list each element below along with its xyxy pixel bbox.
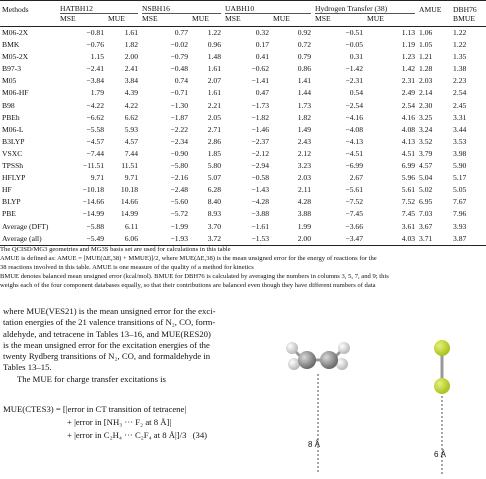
- table-cell: 5.05: [453, 185, 467, 195]
- body-paragraph: [3, 306, 273, 385]
- table-cell: 3.84: [124, 76, 139, 86]
- method-name: B98: [2, 100, 15, 110]
- table-cell: −11.51: [82, 161, 104, 171]
- table-cell: −0.02: [170, 40, 189, 50]
- table-row: [0, 208, 486, 220]
- fluorine-molecule: [434, 340, 450, 394]
- table-row: [0, 100, 486, 112]
- sub-header: MUE: [190, 15, 223, 26]
- table-cell: 1.48: [207, 52, 222, 62]
- table-cell: 7.44: [124, 148, 139, 158]
- table-cell: 1.05: [419, 40, 433, 50]
- table-cell: 1.15: [90, 52, 104, 62]
- table-cell: 1.19: [401, 40, 416, 50]
- table-cell: −1.43: [251, 185, 270, 195]
- table-note: The QCISD/MG3 geometries and MG3S basis set are used for calculations in this table: [0, 246, 231, 253]
- table-cell: 7.03: [419, 209, 433, 219]
- table-cell: 2.03: [419, 76, 433, 86]
- table-cell: 0.77: [174, 28, 189, 37]
- table-cell: −2.48: [170, 185, 189, 195]
- method-name: B3LYP: [2, 136, 25, 146]
- table-note: BMUE denotes balanced mean unsigned error (kcal/mol). BMUE for DBH76 is calculated by averaging the numbers in columns 3, 5, 7, and 9; this: [0, 272, 389, 280]
- table-cell: 1.44: [297, 88, 312, 98]
- table-cell: 5.96: [401, 173, 416, 183]
- sub-header: MUE: [365, 15, 417, 26]
- table-cell: −3.84: [86, 76, 104, 86]
- table-cell: −14.99: [82, 209, 104, 219]
- table-cell: 9.71: [124, 173, 139, 183]
- equation-34: [3, 403, 283, 442]
- sub-header: MSE: [58, 15, 106, 26]
- method-name: B97-3: [2, 64, 21, 74]
- table-cell: 1.28: [419, 64, 433, 74]
- table-cell: −1.53: [223, 233, 271, 246]
- method-name: HF: [2, 185, 12, 195]
- carbon-atom: [298, 351, 316, 369]
- table-cell: 0.79: [297, 52, 312, 62]
- table-cell: 2.49: [401, 88, 416, 98]
- table-cell: −1.46: [251, 124, 270, 134]
- table-cell: 1.85: [207, 148, 222, 158]
- table-cell: 1.22: [453, 28, 467, 37]
- table-cell: −5.72: [170, 209, 189, 219]
- table-cell: 1.61: [207, 88, 222, 98]
- table-cell: 2.12: [297, 148, 312, 158]
- header-uabh10: UABH10: [223, 1, 313, 15]
- table-cell: 2.23: [453, 76, 467, 86]
- table-cell: 5.80: [207, 161, 222, 171]
- ethylene-molecule: [286, 342, 350, 370]
- table-cell: 3.88: [297, 209, 312, 219]
- table-cell: 2.45: [453, 100, 467, 110]
- molecule-figure: [280, 300, 474, 474]
- table-cell: −1.87: [170, 112, 189, 122]
- table-cell: 2.41: [124, 64, 139, 74]
- table-cell: 1.38: [453, 64, 467, 74]
- table-cell: −0.71: [170, 88, 189, 98]
- table-cell: 0.31: [349, 52, 364, 62]
- paragraph-line: twenty Rydberg transitions of N₂, CO, and formaldehyde in: [3, 351, 211, 362]
- table-cell: −10.18: [82, 185, 104, 195]
- table-cell: −2.37: [251, 136, 270, 146]
- table-cell: 1.42: [401, 64, 416, 74]
- table-cell: 2.43: [297, 136, 312, 146]
- table-cell: 1.73: [297, 100, 312, 110]
- method-name: BMK: [2, 40, 20, 50]
- table-row: [0, 196, 486, 208]
- table-cell: 8.40: [207, 197, 222, 207]
- sub-header: MSE: [223, 15, 271, 26]
- method-name: TPSSh: [2, 161, 24, 171]
- table-cell: −3.47: [313, 233, 365, 246]
- paragraph-line: where MUE(VES21) is the mean unsigned error for the exci-: [3, 306, 216, 316]
- table-cell: 1.22: [453, 40, 467, 50]
- paragraph-line: tation energies of the 21 valence transitions of N₂, CO, form-: [3, 317, 216, 328]
- table-cell: −14.66: [82, 197, 104, 207]
- table-cell: −0.76: [86, 40, 104, 50]
- table-cell: −2.16: [170, 173, 189, 183]
- table-cell: 3.44: [453, 124, 467, 134]
- sub-header: MSE: [313, 15, 365, 26]
- table-cell: −1.82: [251, 112, 270, 122]
- table-cell: 1.41: [297, 76, 312, 86]
- table-cell: 2.00: [124, 52, 139, 62]
- table-cell: 2.05: [207, 112, 222, 122]
- table-row: [0, 87, 486, 99]
- table-cell: −3.66: [345, 221, 364, 231]
- table-cell: 2.54: [453, 88, 467, 98]
- equation-number: (34): [192, 430, 208, 440]
- table-cell: 3.53: [453, 136, 467, 146]
- header-dbh76: DBH76: [451, 1, 486, 15]
- table-row: [0, 148, 486, 160]
- distance-label-left: 8 Å: [308, 440, 321, 449]
- table-cell: −3.88: [251, 209, 270, 219]
- table-note: AMUE is defined as: AMUE = [MUE(ΔE,38) + MMUE)]/2, where MUE(ΔE,38) is the mean unsigned error for the energy of reactions for the: [0, 254, 377, 262]
- table-cell: 6.06: [106, 233, 140, 246]
- table-cell: 7.52: [401, 197, 416, 207]
- table-cell: 0.54: [349, 88, 364, 98]
- fluorine-atom: [434, 378, 450, 394]
- table-cell: 2.07: [207, 76, 222, 86]
- table-row: [0, 220, 486, 232]
- table-row: [0, 26, 486, 39]
- table-cell: −2.41: [86, 64, 104, 74]
- table-cell: −7.52: [345, 197, 364, 207]
- header-hatbh12: HATBH12: [58, 1, 140, 15]
- method-name: M06-L: [2, 124, 24, 134]
- table-cell: −4.28: [251, 197, 270, 207]
- table-cell: 6.11: [125, 221, 139, 231]
- table-cell: 14.66: [120, 197, 139, 207]
- table-cell: −1.30: [170, 100, 189, 110]
- table-cell: 4.39: [124, 88, 139, 98]
- table-row: [0, 75, 486, 87]
- table-cell: −5.88: [86, 221, 104, 231]
- table-cell: 5.07: [207, 173, 222, 183]
- table-cell: 2.67: [349, 173, 364, 183]
- table-cell: 2.31: [401, 76, 416, 86]
- sub-header: BMUE: [451, 15, 486, 26]
- table-cell: −4.57: [86, 136, 104, 146]
- sub-header: MUE: [271, 15, 313, 26]
- table-note: 38 reactions involved in this table. AMUE is one measure of the quality of a method for kinetics: [0, 263, 254, 271]
- table-cell: −0.90: [170, 148, 189, 158]
- table-cell: 14.99: [120, 209, 139, 219]
- table-row: [0, 172, 486, 184]
- fluorine-atom: [434, 340, 450, 356]
- table-cell: 5.04: [419, 173, 433, 183]
- equation-line-text: + |error in C₂H₄ ··· C₂F₄ at 8 Å|]/3: [67, 430, 187, 440]
- method-name: Average (DFT): [2, 221, 49, 231]
- table-cell: −7.44: [86, 148, 104, 158]
- table-cell: 3.70: [207, 221, 222, 231]
- header-methods: Methods: [0, 1, 58, 15]
- table-cell: 1.82: [124, 40, 139, 50]
- table-cell: −2.12: [251, 148, 270, 158]
- table-cell: 2.21: [207, 100, 222, 110]
- table-cell: 3.79: [419, 148, 433, 158]
- table-cell: 5.90: [453, 161, 467, 171]
- table-cell: −5.61: [345, 185, 364, 195]
- table-cell: 1.61: [207, 64, 222, 74]
- table-cell: −5.49: [58, 233, 106, 246]
- method-name: PBE: [2, 209, 16, 219]
- method-name: HFLYP: [2, 173, 26, 183]
- table-notes: [0, 246, 474, 291]
- method-name: Average (all): [0, 233, 58, 246]
- table-cell: −4.13: [345, 136, 364, 146]
- table-cell: 0.41: [255, 52, 270, 62]
- table-cell: 1.13: [401, 28, 416, 37]
- table-cell: −1.73: [251, 100, 270, 110]
- method-name: M06-2X: [2, 28, 29, 37]
- table-cell: 4.57: [124, 136, 139, 146]
- table-cell: 3.31: [453, 112, 467, 122]
- table-cell: 7.45: [401, 209, 416, 219]
- table-cell: 2.30: [419, 100, 433, 110]
- table-cell: 8.93: [207, 209, 222, 219]
- method-name: M05: [2, 76, 17, 86]
- table-cell: 7.67: [453, 197, 467, 207]
- table-cell: 0.32: [255, 28, 270, 37]
- table-row: [0, 39, 486, 51]
- table-cell: 1.22: [207, 28, 222, 37]
- table-cell: −4.08: [345, 124, 364, 134]
- table-cell: −2.22: [170, 124, 189, 134]
- table-cell: 10.18: [120, 185, 139, 195]
- table-cell: −1.41: [251, 76, 270, 86]
- table-cell: 6.99: [401, 161, 416, 171]
- table-cell: 5.61: [401, 185, 416, 195]
- table-row: [0, 136, 486, 148]
- table-cell: −5.60: [170, 197, 189, 207]
- table-cell: 5.02: [419, 185, 433, 195]
- table-cell: 3.98: [453, 148, 467, 158]
- table-cell: 1.06: [419, 28, 433, 37]
- table-cell: −2.34: [170, 136, 189, 146]
- table-cell: 2.86: [207, 136, 222, 146]
- equation-line: MUE(CTES3) = [|error in CT transition of tetracene|: [3, 404, 187, 414]
- table-cell: 1.49: [297, 124, 312, 134]
- hydrogen-atom: [286, 342, 298, 354]
- table-cell: 3.52: [419, 136, 433, 146]
- table-row: [0, 124, 486, 136]
- header-hydrogen-transfer: Hydrogen Transfer (38): [313, 1, 417, 15]
- table-row: [0, 112, 486, 124]
- table-cell: 3.61: [401, 221, 416, 231]
- table-cell: 1.79: [90, 88, 104, 98]
- table-cell: 6.62: [124, 112, 139, 122]
- table-cell: 0.47: [255, 88, 270, 98]
- table-cell: −6.62: [86, 112, 104, 122]
- table-cell: 2.14: [419, 88, 433, 98]
- table-note: weighs each of the four component databases equally, so that their contributions are balanced even though they have different numbers of data: [0, 281, 376, 289]
- distance-label-right: 6 Å: [434, 450, 447, 459]
- table-cell: 1.23: [401, 52, 416, 62]
- table-cell: 11.51: [121, 161, 139, 171]
- table-cell: 3.23: [297, 161, 312, 171]
- table-cell: 0.17: [255, 40, 270, 50]
- table-body: [0, 26, 486, 245]
- table-row: [0, 63, 486, 75]
- table-cell: 2.03: [297, 173, 312, 183]
- sub-header: MSE: [140, 15, 190, 26]
- table-cell: 5.17: [453, 173, 467, 183]
- table-cell: 3.72: [190, 233, 223, 246]
- table-cell: 6.28: [207, 185, 222, 195]
- method-name: VSXC: [2, 148, 23, 158]
- table-row: [0, 160, 486, 172]
- sub-header: MUE: [106, 15, 140, 26]
- table-cell: −0.58: [251, 173, 270, 183]
- table-cell: 1.61: [124, 28, 139, 37]
- carbon-atom: [320, 351, 338, 369]
- table-cell: 2.11: [298, 185, 312, 195]
- table-row: [0, 51, 486, 63]
- table-cell: −0.79: [170, 52, 189, 62]
- table-cell: −0.51: [345, 28, 364, 37]
- table-cell: −4.22: [86, 100, 104, 110]
- table-cell: 4.51: [401, 148, 416, 158]
- table-cell: −2.54: [345, 100, 364, 110]
- table-cell: −1.61: [251, 221, 270, 231]
- table-cell: 0.96: [207, 40, 222, 50]
- method-name: M06-HF: [2, 88, 29, 98]
- equation-line: [3, 429, 283, 442]
- sub-header: [417, 15, 451, 26]
- table-cell: −5.58: [86, 124, 104, 134]
- table-cell: 4.28: [297, 197, 312, 207]
- method-name: PBEh: [2, 112, 20, 122]
- table-cell: 7.96: [453, 209, 467, 219]
- table-cell: −1.93: [140, 233, 190, 246]
- table-cell: 3.71: [417, 233, 451, 246]
- table-cell: −0.81: [86, 28, 104, 37]
- equation-line: + |error in [NH₃ ··· F₂ at 8 Å]|: [67, 417, 172, 427]
- table-cell: 4.16: [401, 112, 416, 122]
- table-cell: 1.35: [453, 52, 467, 62]
- table-cell: 4.13: [401, 136, 416, 146]
- table-cell: −4.51: [345, 148, 364, 158]
- table-cell: 3.67: [419, 221, 433, 231]
- table-cell: −0.62: [251, 64, 270, 74]
- table-cell: −2.31: [345, 76, 364, 86]
- paragraph-line: Tables 13–15.: [3, 362, 52, 373]
- header-amue: AMUE: [417, 1, 451, 15]
- table-cell: 2.71: [207, 124, 222, 134]
- table-cell: −1.99: [170, 221, 189, 231]
- header-nsbh16: NSBH16: [140, 1, 223, 15]
- table-cell: 2.00: [271, 233, 313, 246]
- table-cell: 4.22: [124, 100, 139, 110]
- table-cell: 0.92: [297, 28, 312, 37]
- table-cell: 4.57: [419, 161, 433, 171]
- table-cell: −7.45: [345, 209, 364, 219]
- table-cell: −5.80: [170, 161, 189, 171]
- method-name: BLYP: [2, 197, 21, 207]
- table-cell: 0.72: [297, 40, 312, 50]
- table-cell: 0.86: [297, 64, 312, 74]
- table-row: [0, 233, 486, 246]
- table-cell: 1.82: [297, 112, 312, 122]
- hydrogen-atom: [338, 342, 350, 354]
- table-cell: 3.24: [419, 124, 433, 134]
- paragraph-line: The MUE for charge transfer excitations is: [17, 373, 166, 384]
- table-cell: −2.94: [251, 161, 270, 171]
- table-cell: 3.25: [419, 112, 433, 122]
- table-cell: 0.74: [174, 76, 189, 86]
- table-cell: −6.99: [345, 161, 364, 171]
- table-cell: 2.54: [401, 100, 416, 110]
- table-cell: −1.42: [345, 64, 364, 74]
- paragraph-line: is the mean unsigned error for the excitation energies of the: [3, 339, 210, 350]
- paragraph-line: aldehyde, and tetracene in Tables 13–16, and MUE(RES20): [3, 328, 211, 339]
- table-cell: 6.95: [419, 197, 433, 207]
- table-cell: 3.93: [453, 221, 467, 231]
- table-cell: 3.87: [451, 233, 486, 246]
- table-cell: 4.03: [365, 233, 417, 246]
- header-blank: [0, 15, 58, 26]
- table-cell: −0.48: [170, 64, 189, 74]
- table-cell: −0.05: [345, 40, 364, 50]
- table-cell: 4.08: [401, 124, 416, 134]
- table-cell: 1.99: [297, 221, 312, 231]
- table-cell: 9.71: [90, 173, 104, 183]
- table-cell: 1.21: [419, 52, 433, 62]
- table-cell: −4.16: [345, 112, 364, 122]
- method-name: M05-2X: [2, 52, 29, 62]
- table-cell: 5.93: [124, 124, 139, 134]
- table-row: [0, 184, 486, 196]
